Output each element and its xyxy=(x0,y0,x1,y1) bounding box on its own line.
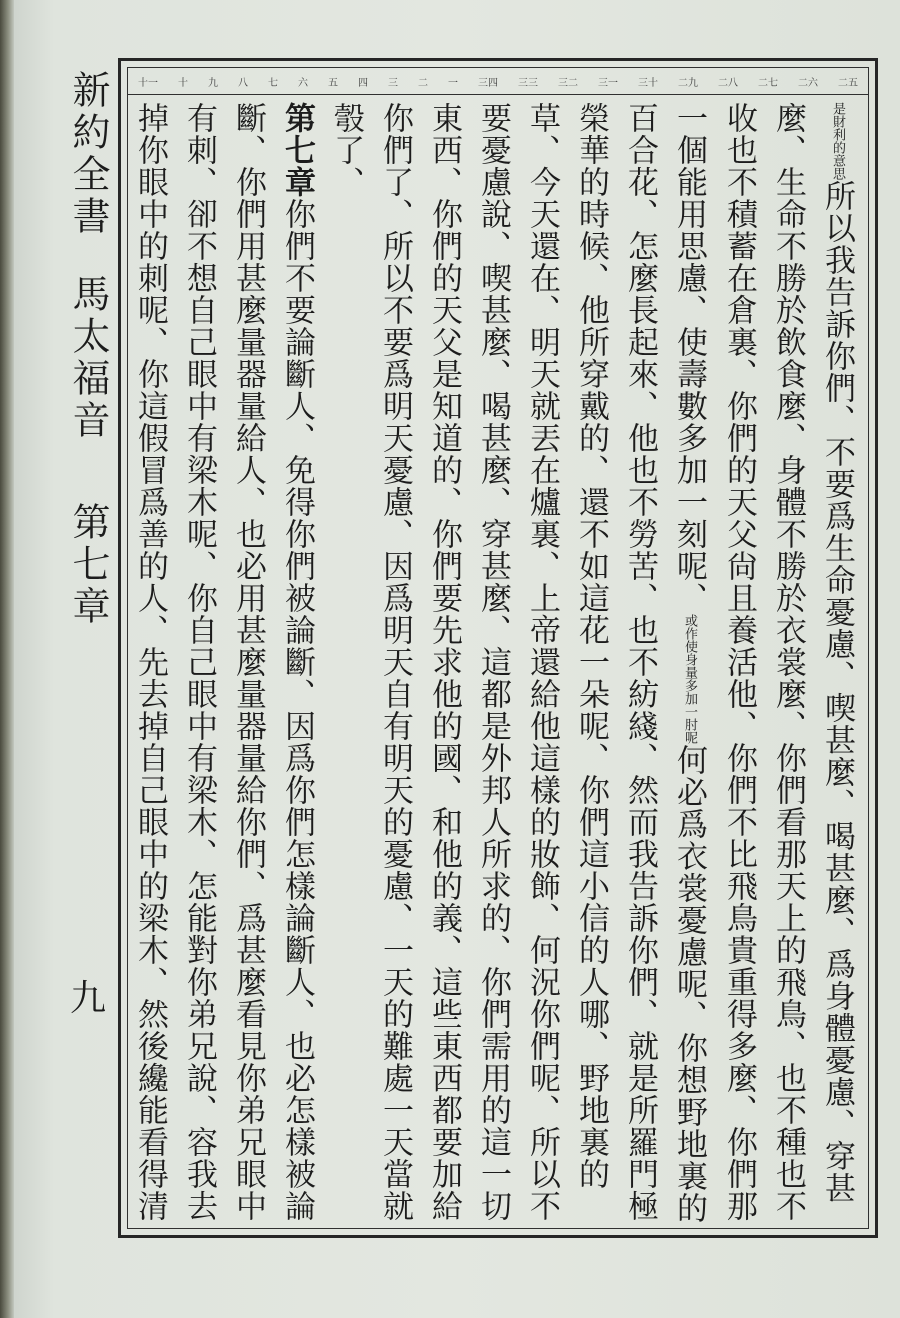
chapter-heading: 第七章 xyxy=(279,102,315,198)
chapter-label: 第七章 xyxy=(66,502,110,628)
scripture-passage: 所以我告訴你們、不要爲生命憂慮、喫甚麼、喝甚麼、爲身體憂慮、穿甚麼、生命不勝於飲食麼、身體不勝於衣裳麼、你們看那天上的飛鳥、也不種也不收也不積蓄在倉裏、你們的天父尙且養活他、你們不比飛鳥貴重得多麼、你們那一個能用思慮、使壽數多加一刻呢、 xyxy=(671,102,855,1222)
gloss-note: 或作使身量多加一肘呢 xyxy=(682,614,697,744)
verse-ref: 二八 xyxy=(718,77,738,89)
verse-ref: 一 xyxy=(448,77,458,89)
page-number: 九 xyxy=(69,978,106,1019)
verse-ref: 三四 xyxy=(478,77,498,89)
book-spine xyxy=(0,0,14,1318)
verse-ref: 二七 xyxy=(758,77,778,89)
verse-ref: 二 xyxy=(418,77,428,89)
gloss-note: 是財利的意思 xyxy=(830,102,845,180)
verse-ref: 六 xyxy=(298,77,308,89)
book-title: 新約全書 xyxy=(66,70,110,238)
verse-ref: 九 xyxy=(208,77,218,89)
verse-ref: 二五 xyxy=(838,77,858,89)
verse-ref: 三 xyxy=(388,77,398,89)
verse-ref: 五 xyxy=(328,77,338,89)
text-frame xyxy=(118,58,878,1238)
verse-ref: 三一 xyxy=(598,77,618,89)
verse-ref: 四 xyxy=(358,77,368,89)
text-frame-inner xyxy=(127,67,869,1229)
verse-reference-strip xyxy=(128,68,868,95)
verse-ref: 八 xyxy=(238,77,248,89)
scripture-text xyxy=(128,96,868,1228)
verse-ref: 七 xyxy=(268,77,278,89)
verse-ref: 三二 xyxy=(558,77,578,89)
running-header xyxy=(66,70,110,1240)
verse-ref: 二九 xyxy=(678,77,698,89)
gospel-title: 馬太福音 xyxy=(66,274,110,442)
verse-ref: 二六 xyxy=(798,77,818,89)
scripture-passage: 你們不要論斷人、免得你們被論斷、因爲你們怎樣論斷人、也必怎樣被論斷、你們用甚麼量器量給人、也必用甚麼量器量給你們、爲甚麼看見你弟兄眼中有刺、卻不想自己眼中有梁木呢、你自己眼中有梁木、怎能對你弟兄說、容我去掉你眼中的刺呢、你這假冒爲善的人、先去掉自己眼中的梁木、然後纔能看得清 xyxy=(132,102,315,1222)
scripture-passage: 何必爲衣裳憂慮呢、你想野地裏的百合花、怎麼長起來、他也不勞苦、也不紡綫、然而我告訴你們、就是所羅門極榮華的時候、他所穿戴的、還不如這花一朵呢、你們這小信的人哪、野地裏的草、今天還在、明天就丟在爐裏、上帝還給他這樣的妝飾、何況你們呢、所以不要憂慮說、喫甚麼、喝甚麼、穿甚麼、這都是外邦人所求的、你們需用的這一切東西、你們的天父是知道的、你們要先求他的國、和他的義、這些東西都要加給你們了、所以不要爲明天憂慮、因爲明天自有明天的憂慮、一天的難處一天當就彀了、 xyxy=(328,102,707,1224)
verse-ref: 三十 xyxy=(638,77,658,89)
verse-ref: 十一 xyxy=(138,77,158,89)
verse-ref: 十 xyxy=(178,77,188,89)
verse-ref: 三三 xyxy=(518,77,538,89)
